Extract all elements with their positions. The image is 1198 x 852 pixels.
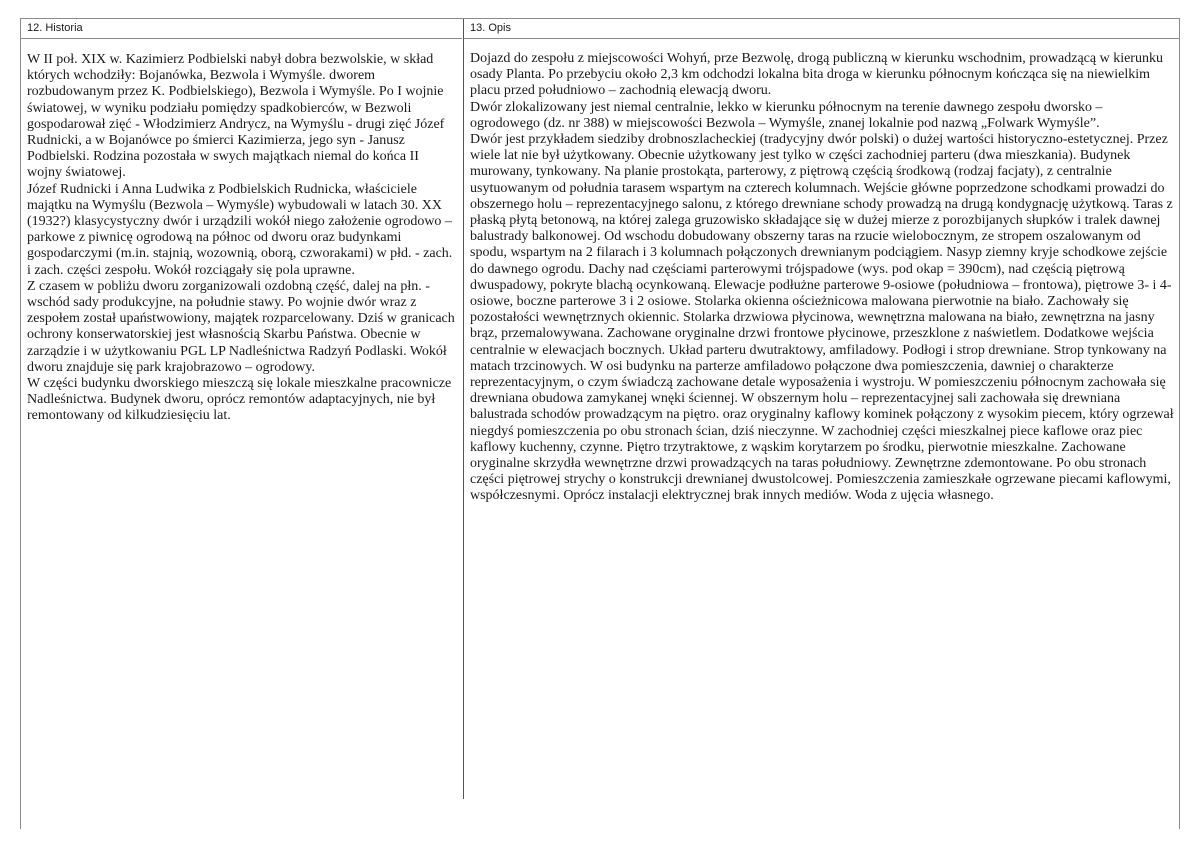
opis-text bbox=[464, 39, 1180, 505]
historia-text bbox=[21, 39, 462, 425]
opis-paragraph: Dwór jest przykładem siedziby drobnoszlacheckiej (tradycyjny dwór polski) o dużej wartości historyczno-estetycznej. Przez wiele lat nie był użytkowany. Obecnie użytkowany jest tylko w części zachodniej parteru (dwa mieszkania). Budynek murowany, tynkowany. Na planie prostokąta, parterowy, z piętrową częścią środkową (rodzaj facjaty), z centralnie usytuowanym od południa tarasem wspartym na czterech kolumnach. Wejście główne poprzedzone schodkami prowadzi do obszernego holu – reprezentacyjnego salonu, z którego drewniane schody prowadzą na drugą kondygnację użytkową. Taras z płaską płytą betonową, na której zalega gruzowisko składające się w dużej mierze z porozbijanych słupków i tralek dawnej balustrady balkonowej. Od wschodu dobudowany obszerny taras na rzucie wielobocznym, ze stropem oszalowanym od spodu, wspartym na 2 filarach i 3 kolumnach połączonych drewnianym podciągiem. Nasyp ziemny kryje schodkowe zejście do dawnego ogrodu. Dachy nad częściami parterowymi trójspadowe (wys. pod okap = 390cm), nad częścią piętrową dwuspadowy, pokryte blachą ocynkowaną. Elewacje podłużne parterowe 9-osiowe (południowa – frontowa), piętrowe 3- i 4-osiowe, boczne parterowe 3 i 2 osiowe. Stolarka okienna ościeżnicowa malowana pierwotnie na biało. Zachowały się pozostałości wewnętrznych okiennic. Stolarka drzwiowa płycinowa, wewnętrzna malowana na biało, zewnętrzna na jasny brąz, przemalowywana. Zachowane oryginalne drzwi frontowe płycinowe, przeszklone z naświetlem. Dodatkowe wejścia centralnie w elewacjach bocznych. Układ parteru dwutraktowy, amfiladowy. Podłogi i strop drewniane. Strop tynkowany na matach trzcinowych. W osi budynku na parterze amfiladowo połączone dwa pomieszczenia, dawniej o charakterze reprezentacyjnym, o czym świadczą zachowane detale wyposażenia i wystroju. W pomieszczeniu północnym zachowała się drewniana obudowa zamykanej wnęki ściennej. W obszernym holu – reprezentacyjnej sali zachowała się drewniana balustrada schodów prowadzącym na piętro. oraz oryginalny kaflowy kominek połączony z wysokim piecem, który ogrzewał niegdyś pomieszczenia po obu stronach ścian, dziś nieczynne. W zachodniej części mieszkalnej piece kaflowe oraz piec kaflowy kuchenny, czynne. Piętro trzytraktowe, z wąskim korytarzem po środku, pierwotnie mieszkalne. Zachowane oryginalne skrzydła wewnętrzne drzwi prowadzących na taras południowy. Zewnętrzne zdemontowane. Po obu stronach części piętrowej strychy o konstrukcji drewnianej dwustolcowej. Pomieszczenia zamieszkałe ogrzewane piecami kaflowymi, współczesnymi. Oprócz instalacji elektrycznej brak innych mediów. Woda z ujęcia własnego. bbox=[470, 132, 1174, 504]
historia-paragraph: W części budynku dworskiego mieszczą się lokale mieszkalne pracownicze Nadleśnictwa. Budynek dworu, oprócz remontów adaptacyjnych, nie był remontowany od kilkudziesięciu lat. bbox=[27, 376, 452, 424]
opis-paragraph: Dojazd do zespołu z miejscowości Wohyń, prze Bezwolę, drogą publiczną w kierunku wschodnim, prowadzącą w kierunku osady Planta. Po przebyciu około 2,3 km odchodzi lokalna bita droga w kierunku północnym kończąca się na niewielkim placu przed południowo – zachodnią elewacją dworu. bbox=[470, 51, 1163, 99]
section-heading-historia: 12. Historia bbox=[21, 19, 462, 39]
document-frame bbox=[20, 18, 1180, 829]
historia-paragraph: W II poł. XIX w. Kazimierz Podbielski nabył dobra bezwolskie, w skład których wchodziły: Bojanówka, Bezwola i Wymyśle. dworem rozbudowanym przez K. Podbielskiego), Bezwola i Wymyśle. Po I wojnie światowej, w wyniku podziału pomiędzy spadkobierców, w Bezwoli gospodarował zięć - Włodzimierz Andrycz, na Wymyślu - drugi zięć Józef Rudnicki, a w Bojanówce po śmierci Kazimierza, jego syn - Janusz Podbielski. Rodzina pozostała w swych majątkach niemal do końca II wojny światowej. bbox=[27, 52, 445, 181]
section-heading-opis: 13. Opis bbox=[464, 19, 1180, 39]
historia-paragraph: Z czasem w pobliżu dworu zorganizowali ozdobną część, dalej na płn. - wschód sady produkcyjne, na południe stawy. Po wojnie dwór wraz z zespołem został upaństwowiony, majątek rozparcelowany. Dziś w granicach ochrony konserwatorskiej jest własnością Skarbu Państwa. Obecnie w zarządzie i w użytkowaniu PGL LP Nadleśnictwa Radzyń Podlaski. Wokół dworu znajduje się park krajobrazowo – ogrodowy. bbox=[27, 278, 455, 375]
historia-paragraph: Józef Rudnicki i Anna Ludwika z Podbielskich Rudnicka, właściciele majątku na Wymyślu (Bezwola – Wymyśle) wybudowali w latach 30. XX (1932?) klasycystyczny dwór i urządzili wokół niego założenie ogrodowo – parkowe z piwnicę ogrodową na północ od dworu oraz budynkami gospodarczymi (m.in. stajnią, wozownią, oborą, czworakami) w płd. - zach. i zach. części zespołu. Wokół rozciągały się pola uprawne. bbox=[27, 181, 453, 278]
opis-paragraph: Dwór zlokalizowany jest niemal centralnie, lekko w kierunku północnym na terenie dawnego zespołu dworsko – ogrodowego (dz. nr 388) w miejscowości Bezwola – Wymyśle, znanej lokalnie pod nazwą „Folwark Wymyśle”. bbox=[470, 99, 1103, 131]
section-opis bbox=[463, 19, 1180, 799]
section-historia bbox=[21, 19, 462, 829]
